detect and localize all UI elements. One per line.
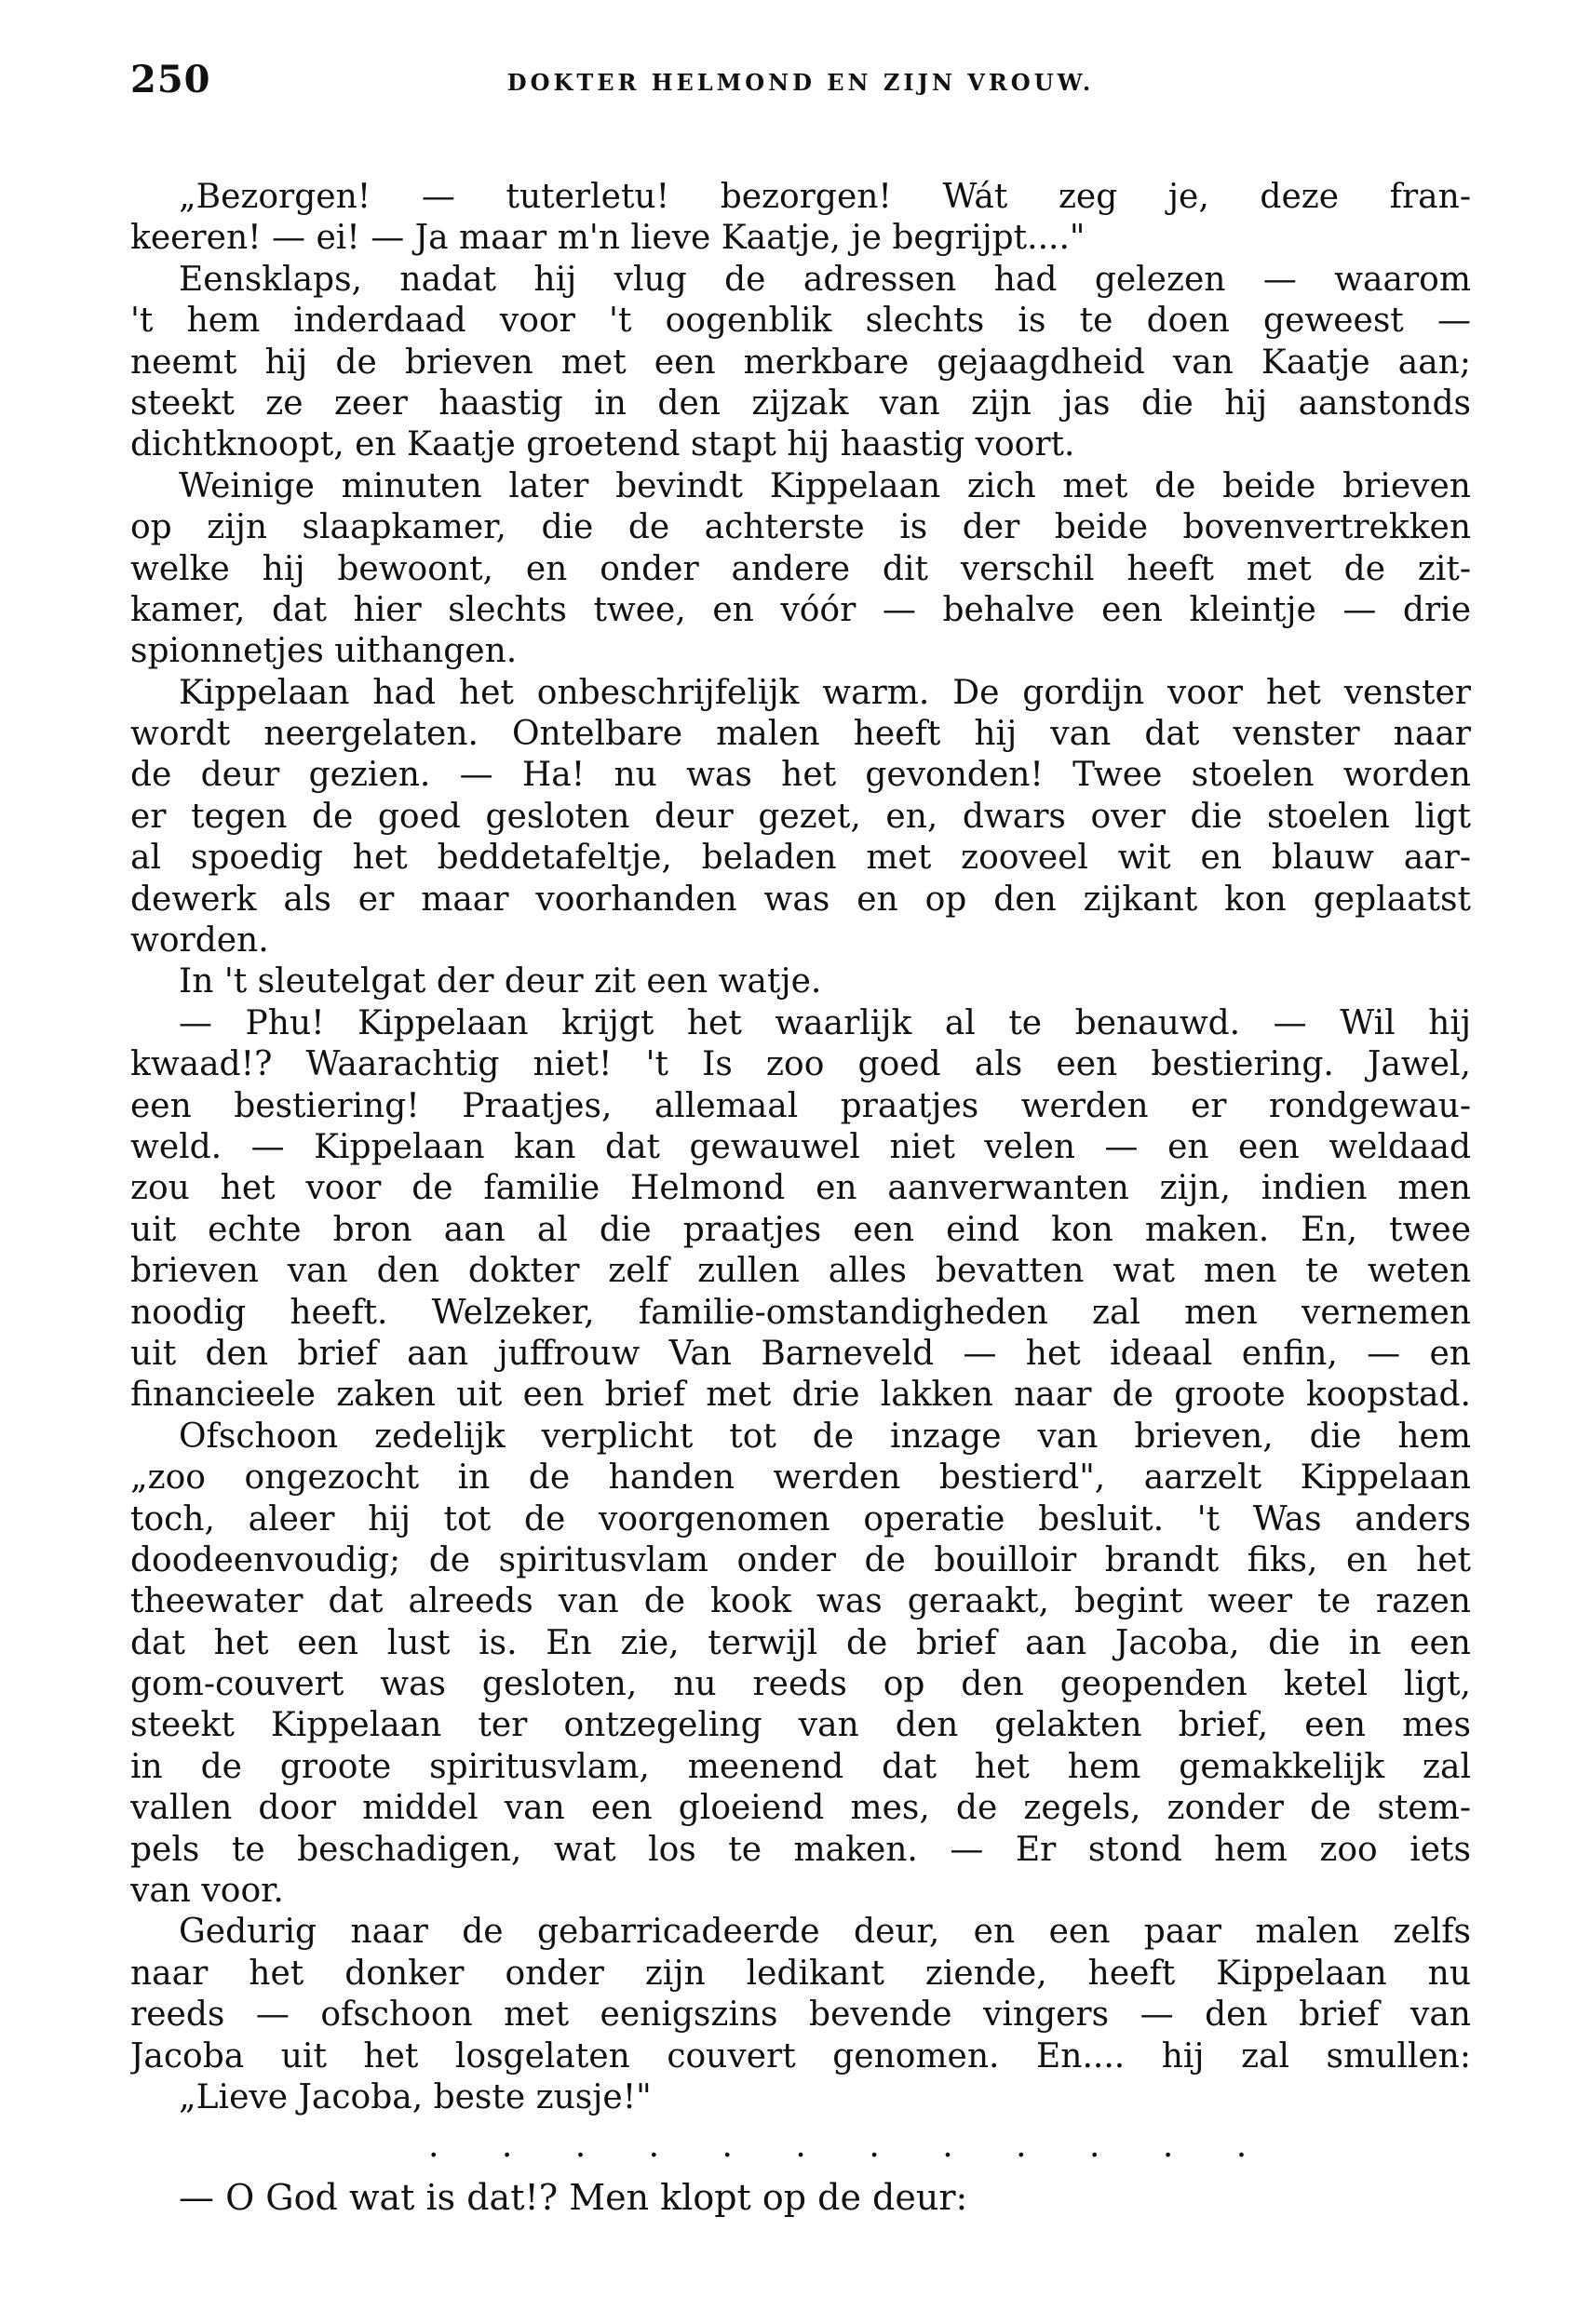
text-line: uit den brief aan juffrouw Van Barneveld — het ideaal enfin, — en [130, 1334, 1471, 1373]
final-line: — O God wat is dat!? Men klopt op de deur: [179, 2177, 968, 2219]
text-line: 't hem inderdaad voor 't oogenblik slechts is te doen geweest — [130, 302, 1471, 341]
text-line: dichtknoopt, en Kaatje groetend stapt hij haastig voort. [130, 425, 1075, 464]
text-line: uit echte bron aan al die praatjes een eind kon maken. En, twee [130, 1210, 1471, 1249]
text-line: Gedurig naar de gebarricadeerde deur, en een paar malen zelfs [179, 1913, 1471, 1952]
text-line: theewater dat alreeds van de kook was geraakt, begint weer te razen [130, 1582, 1471, 1621]
body-text [130, 177, 1471, 2221]
text-line: „Bezorgen! — tuterletu! bezorgen! Wát zeg je, deze fran- [179, 178, 1471, 216]
text-line: van voor. [130, 1872, 284, 1911]
text-line: Kippelaan had het onbeschrijfelijk warm. De gordijn voor het venster [179, 673, 1471, 712]
text-line: Eensklaps, nadat hij vlug de adressen had gelezen — waarom [179, 260, 1471, 299]
text-line: wordt neergelaten. Ontelbare malen heeft hij van dat venster naar [130, 715, 1471, 754]
page-number: 250 [130, 58, 211, 101]
running-title: DOKTER HELMOND EN ZIJN VROUW. [506, 69, 1095, 96]
text-line: weld. — Kippelaan kan dat gewauwel niet velen — en een weldaad [130, 1127, 1471, 1166]
text-line: Jacoba uit het losgelaten couvert genomen. En.... hij zal smullen: [130, 2036, 1471, 2075]
text-line: op zijn slaapkamer, die de achterste is der beide bovenvertrekken [130, 508, 1471, 547]
text-line: een bestiering! Praatjes, allemaal praatjes werden er rondgewau- [130, 1086, 1471, 1125]
text-line: noodig heeft. Welzeker, familie-omstandigheden zal men vernemen [130, 1293, 1471, 1332]
text-line: de deur gezien. — Ha! nu was het gevonden! Twee stoelen worden [130, 756, 1471, 795]
text-line: vallen door middel van een gloeiend mes, de zegels, zonder de stem- [130, 1789, 1471, 1828]
text-line: dat het een lust is. En zie, terwijl de brief aan Jacoba, die in een [130, 1623, 1471, 1662]
text-line: er tegen de goed gesloten deur gezet, en, dwars over die stoelen ligt [130, 797, 1471, 836]
text-line: neemt hij de brieven met een merkbare gejaagdheid van Kaatje aan; [130, 343, 1471, 382]
text-line: In 't sleutelgat der deur zit een watje. [179, 962, 822, 1001]
text-line: toch, aleer hij tot de voorgenomen operatie besluit. 't Was anders [130, 1499, 1471, 1538]
text-line: doodeenvoudig; de spiritusvlam onder de bouilloir brandt fiks, en het [130, 1540, 1471, 1579]
text-line: — Phu! Kippelaan krijgt het waarlijk al te benauwd. — Wil hij [179, 1003, 1471, 1042]
text-line: steekt ze zeer haastig in den zijzak van zijn jas die hij aanstonds [130, 383, 1471, 423]
text-line: kamer, dat hier slechts twee, en vóór — behalve een kleintje — drie [130, 590, 1471, 629]
text-line: „zoo ongezocht in de handen werden bestierd", aarzelt Kippelaan [130, 1458, 1471, 1498]
text-line: in de groote spiritusvlam, meenend dat het hem gemakkelijk zal [130, 1747, 1471, 1786]
text-line: Weinige minuten later bevindt Kippelaan zich met de beide brieven [179, 466, 1471, 505]
text-line: welke hij bewoont, en onder andere dit verschil heeft met de zit- [130, 549, 1471, 588]
running-head [130, 58, 1471, 114]
text-line: steekt Kippelaan ter ontzegeling van den gelakten brief, een mes [130, 1706, 1471, 1745]
text-line: spionnetjes uithangen. [130, 632, 518, 671]
text-line: dewerk als er maar voorhanden was en op den zijkant kon geplaatst [130, 880, 1471, 919]
text-line: naar het donker onder zijn ledikant ziende, heeft Kippelaan nu [130, 1954, 1471, 1993]
text-line: kwaad!? Waarachtig niet! 't Is zoo goed als een bestiering. Jawel, [130, 1045, 1471, 1084]
text-line: keeren! — ei! — Ja maar m'n lieve Kaatje, je begrijpt...." [130, 219, 1086, 258]
text-line: worden. [130, 921, 269, 960]
text-line: pels te beschadigen, wat los te maken. — Er stond hem zoo iets [130, 1830, 1471, 1869]
text-line: brieven van den dokter zelf zullen alles bevatten wat men te weten [130, 1252, 1471, 1291]
text-line: gom-couvert was gesloten, nu reeds op den geopenden ketel ligt, [130, 1665, 1471, 1704]
ellipsis-dots: . . . . . . . . . . . . [428, 2127, 1274, 2166]
text-line: al spoedig het beddetafeltje, beladen met zooveel wit en blauw aar- [130, 839, 1471, 878]
text-line: „Lieve Jacoba, beste zusje!" [179, 2077, 652, 2116]
text-line: reeds — ofschoon met eenigszins bevende vingers — den brief van [130, 1995, 1471, 2035]
text-line: financieele zaken uit een brief met drie lakken naar de groote koopstad. [130, 1376, 1471, 1415]
text-line: Ofschoon zedelijk verplicht tot de inzage van brieven, die hem [179, 1417, 1471, 1456]
text-line: zou het voor de familie Helmond en aanverwanten zijn, indien men [130, 1169, 1471, 1208]
